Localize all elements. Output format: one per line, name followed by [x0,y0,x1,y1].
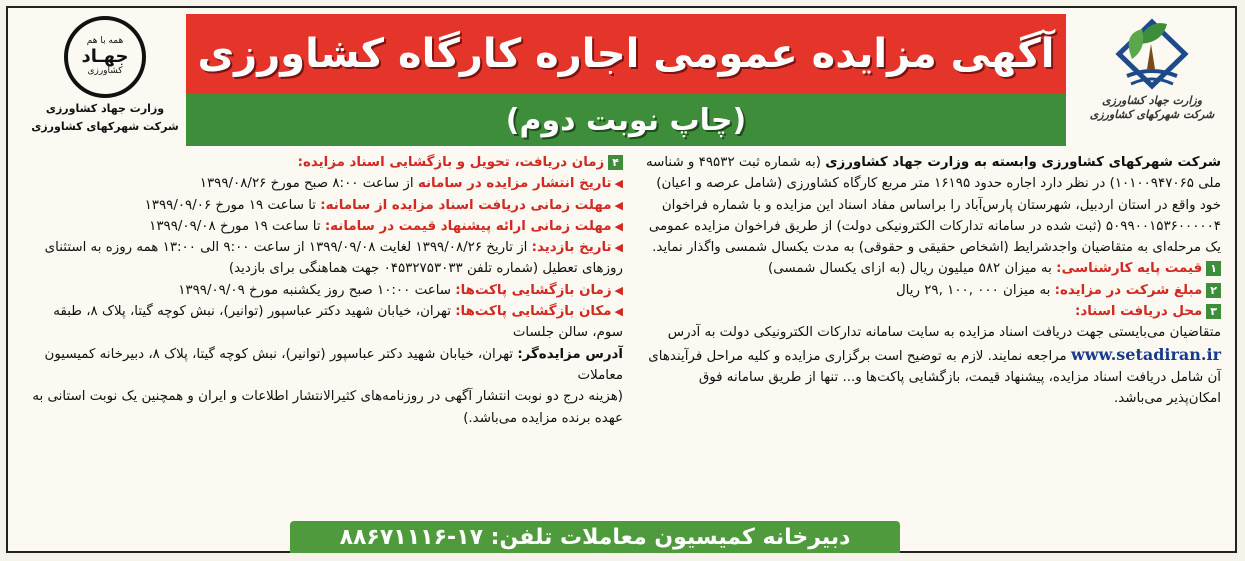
emblem-bottom-text: کشاورزی [87,65,123,76]
schedule-line-visit [20,237,623,280]
docs-text-a: متقاضیان می‌بایستی جهت دریافت اسناد مزایده به سایت سامانه تدارکات الکترونیکی دولت به آدرس [667,325,1221,341]
schedule-heading [20,152,623,173]
schedule-line-opening-time [20,280,623,301]
arrow-icon: ◀ [614,305,623,319]
line3-value: تا ساعت ۱۹ مورخ ۱۳۹۹/۰۹/۰۸ [149,218,321,234]
logo-right-caption-1: وزارت جهاد کشاورزی [1101,94,1203,107]
logo-right-caption-2: شرکت شهرکهای کشاورزی [1089,108,1215,122]
docs-text-b: مراجعه نمایند. لازم به توضیح است برگزاری مزایده و کلیه مراحل فرآیندهای آن شامل دریافت اسناد مزایده، پیشنهاد قیمت، بازگشایی پاکت‌ها و... تنها از طریق سامانه فوق امکان‌پذیر می‌باشد. [648,348,1221,407]
item1-label: قیمت پایه کارشناسی: [1056,261,1203,277]
item-deposit [641,280,1221,301]
docs-paragraph [641,322,1221,409]
item-docs-location [641,301,1221,322]
schedule-line-opening-place [20,301,623,344]
emblem-main-text: جهـاد [81,46,129,68]
arrow-icon: ◀ [614,241,623,255]
logo-left-caption-1: وزارت جهاد کشاورزی [45,102,165,115]
ad-title: آگهی مزایده عمومی اجاره کارگاه کشاورزی [186,14,1066,94]
footer-contact: دبیرخانه کمیسیون معاملات تلفن: ۱۷-۸۸۶۷۱۱۱۶ [290,521,900,553]
arrow-icon: ◀ [614,177,623,191]
intro-text: (به شماره ثبت ۴۹۵۳۲ و شناسه ملی ۱۰۱۰۰۹۴۷۰۶۵) در نظر دارد اجاره حدود ۱۶۱۹۵ متر مربع کارگاه کشاورزی (شامل عرصه و اعیان) خود واقع در استان اردبیل، شهرستان پارس‌آباد را براساس مفاد اسناد این مزایده و با شماره فراخوان ۵۰۹۹۰۰۱۵۳۶۰۰۰۰۰۴ (ثبت شده در سامانه تدارکات الکترونیکی دولت) از طریق فراخوان مزایده عمومی یک مرحله‌ای به متقاضیان واجدشرایط (اشخاص حقیقی و حقوقی) به مدت یکسال شمسی واگذار نماید. [645,155,1221,256]
arrow-icon: ◀ [614,198,623,212]
address-value: تهران، خیابان شهید دکتر عباسپور (توانیر)، نبش کوچه گیتا، پلاک ۸، دبیرخانه کمیسیون معاملات [44,346,623,383]
ad-body [14,152,1231,517]
schedule-line-docs-deadline [20,195,623,216]
cost-note: (هزینه درج دو نوبت انتشار آگهی در روزنامه‌های کثیرالانتشار اطلاعات و ایران و همچنین یک نوبت استانی به عهده برنده مزایده می‌باشد.) [32,389,623,426]
line3-label: مهلت زمانی ارائه پیشنهاد قیمت در سامانه: [324,218,612,234]
item3-label: محل دریافت اسناد: [1075,304,1203,320]
item1-value: به میزان ۵۸۲ میلیون ریال (به ازای یکسال شمسی) [768,261,1052,277]
setadiran-link[interactable]: www.setadiran.ir [1071,344,1221,364]
item-base-price [641,258,1221,279]
left-column [14,152,631,517]
line5-label: زمان بازگشایی پاکت‌ها: [455,282,612,298]
address-label: آدرس مزایده‌گر: [517,346,623,362]
item2-value: به میزان ۰۰۰ ,۱۰۰ ,۲۹ ریال [895,282,1051,298]
line5-value: ساعت ۱۰:۰۰ صبح روز یکشنبه مورخ ۱۳۹۹/۰۹/۰۹ [178,282,452,298]
line4-label: تاریخ بازدید: [531,240,612,256]
item-number-4: ۴ [608,155,623,170]
line6-value: تهران، خیابان شهید دکتر عباسپور (توانیر)، نبش کوچه گیتا، پلاک ۸، طبقه سوم، سالن جلسات [53,304,623,341]
jahad-emblem [64,16,146,98]
item2-label: مبلغ شرکت در مزایده: [1054,282,1203,298]
line6-label: مکان بازگشایی پاکت‌ها: [455,304,612,320]
leaf-emblem-icon [1107,14,1197,94]
arrow-icon: ◀ [614,283,623,297]
ad-subtitle: (چاپ نوبت دوم) [186,94,1066,146]
jahad-logo-left [30,16,180,146]
ministry-logo-right [1077,14,1227,149]
line2-value: تا ساعت ۱۹ مورخ ۱۳۹۹/۰۹/۰۶ [144,197,317,213]
line1-value: از ساعت ۸:۰۰ صبح مورخ ۱۳۹۹/۰۸/۲۶ [199,176,414,192]
auctioneer-address [20,344,623,387]
item-number-3: ۳ [1206,304,1221,319]
item-number-2: ۲ [1206,283,1221,298]
intro-paragraph [641,152,1221,258]
item-number-1: ۱ [1206,261,1221,276]
line2-label: مهلت زمانی دریافت اسناد مزایده از سامانه: [320,197,612,213]
schedule-line-bid-deadline [20,216,623,237]
line4-value: از تاریخ ۱۳۹۹/۰۸/۲۶ لغایت ۱۳۹۹/۰۹/۰۸ از ساعت ۹:۰۰ الی ۱۳:۰۰ همه روزه به استثنای روزهای تعطیل (شماره تلفن ۰۴۵۳۲۷۵۳۰۳۳ جهت هماهنگی برای بازدید) [44,240,623,277]
right-column [631,152,1231,517]
arrow-icon: ◀ [614,219,623,233]
schedule-line-publish [20,173,623,194]
intro-company: شرکت شهرکهای کشاورزی وابسته به وزارت جهاد کشاورزی [825,155,1221,170]
item4-heading: زمان دریافت، تحویل و بازگشایی اسناد مزایده: [297,155,605,170]
emblem-top-text: همه با هم [86,36,124,47]
logo-left-caption-2: شرکت شهرکهای کشاورزی [31,120,179,134]
line1-label: تاریخ انتشار مزایده در سامانه [417,176,612,192]
